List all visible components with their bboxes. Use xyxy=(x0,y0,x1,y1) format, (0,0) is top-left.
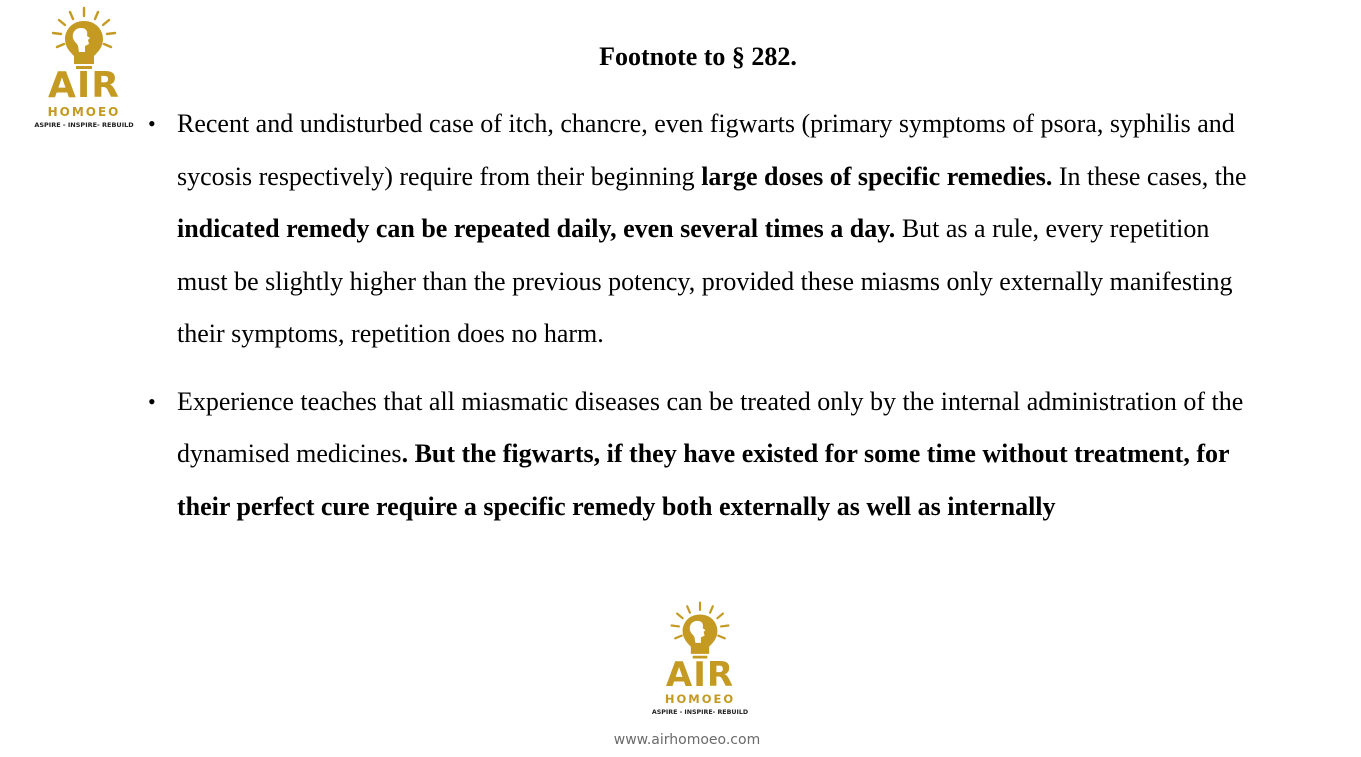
air-homoeo-logo-footer xyxy=(640,600,760,716)
bullet-list xyxy=(148,98,1258,548)
text-segment: Recent and undisturbed case of itch, chancre, even figwarts (primary symptoms of psora, syphilis and sycosis respectively) require from their beginning xyxy=(177,109,1235,191)
bold-segment: indicated remedy can be repeated daily, even several times a day. xyxy=(177,214,896,243)
logo-name: AIR xyxy=(48,65,120,106)
bullet-item xyxy=(148,376,1258,534)
bold-segment: . But the figwarts, if they have existed for some time without treatment, for their perfect cure require a specific remedy both externally as well as internally xyxy=(177,439,1230,521)
bullet-icon: • xyxy=(148,111,156,136)
logo-subtitle: HOMOEO xyxy=(47,105,121,119)
text-segment: But as a rule, every repetition must be slightly higher than the previous potency, provided these miasms only externally manifesting their symptoms, repetition does no harm. xyxy=(177,214,1233,348)
text-segment: In these cases, the xyxy=(1052,161,1247,191)
website-link[interactable]: www.airhomoeo.com xyxy=(613,732,761,748)
logo-tagline: ASPIRE - INSPIRE- REBUILD xyxy=(651,708,749,716)
bullet-icon: • xyxy=(148,388,156,414)
logo-name: AIR xyxy=(665,655,735,695)
bullet-item xyxy=(148,98,1258,361)
logo-subtitle: HOMOEO xyxy=(664,692,736,706)
slide-title: Footnote to § 282. xyxy=(599,42,797,71)
logo-tagline: ASPIRE - INSPIRE- REBUILD xyxy=(34,121,134,129)
text-segment: Experience teaches that all miasmatic diseases can be treated only by the internal administration of the dynamised medicines xyxy=(177,386,1244,468)
lightbulb-head-icon xyxy=(667,600,733,662)
bold-segment: large doses of specific remedies. xyxy=(701,161,1053,191)
